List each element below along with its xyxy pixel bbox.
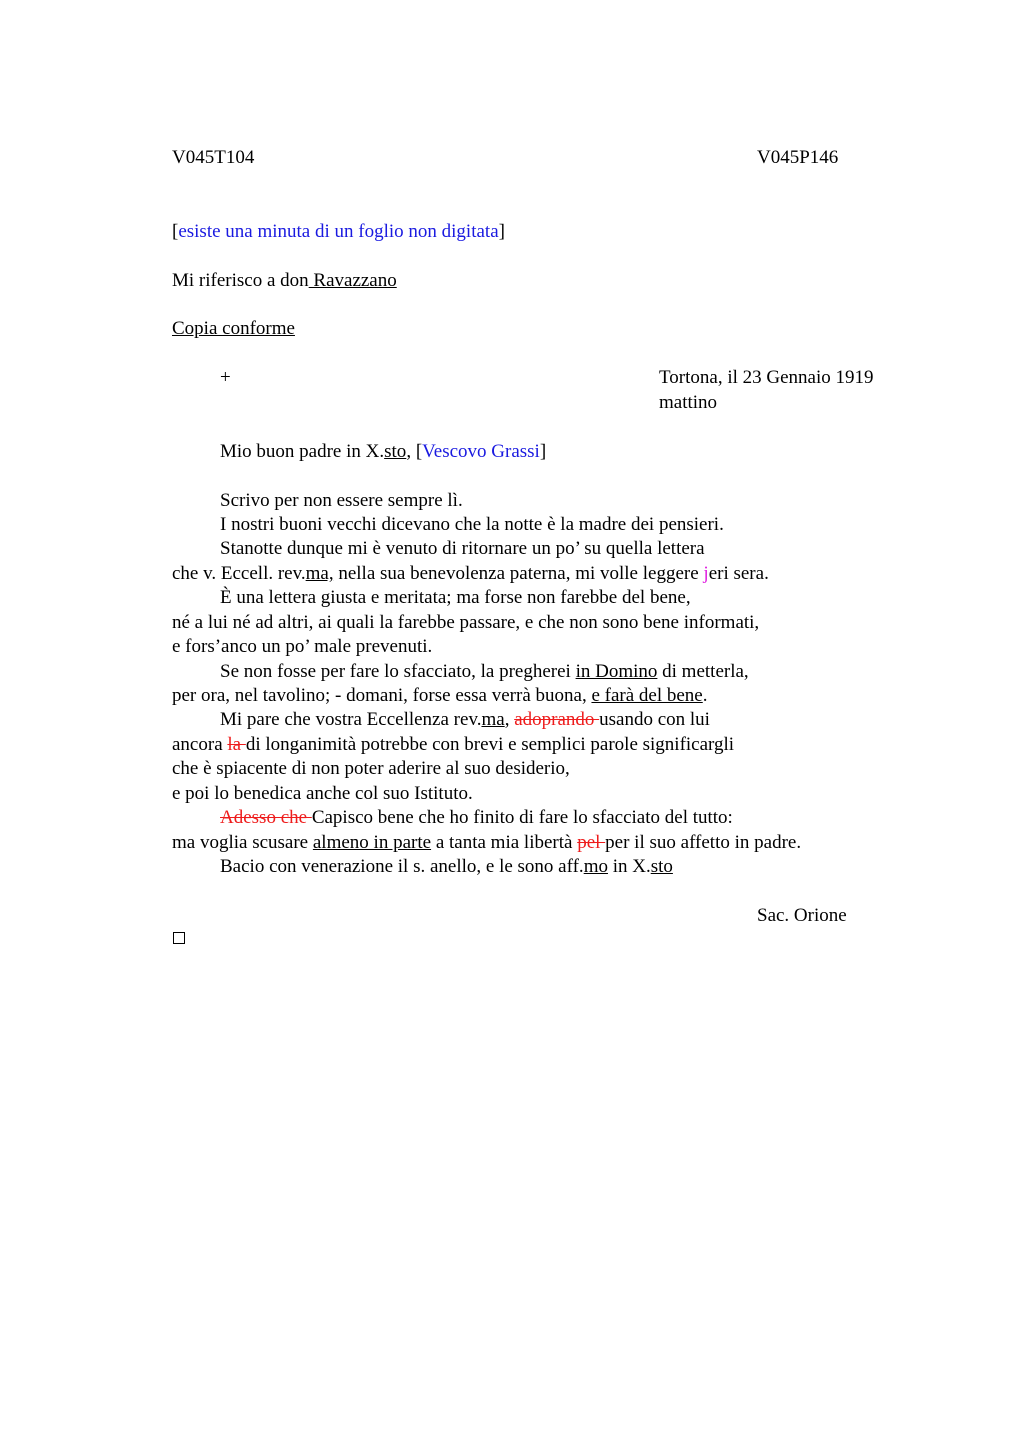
- line4-insert: j: [703, 563, 709, 584]
- body-line-11: [172, 733, 734, 757]
- line16-c: in X.: [607, 856, 651, 877]
- body-line-13: e poi lo benedica anche col suo Istituto.: [172, 783, 473, 804]
- line8-c: di metterla,: [657, 661, 749, 682]
- left-code: V045T104: [172, 147, 255, 168]
- body-line-4: [172, 562, 769, 586]
- line4-abbr: ma,: [305, 563, 334, 584]
- line16-abbr: mo: [583, 856, 608, 877]
- body-line-10: [220, 708, 710, 732]
- line10-a: Mi pare che vostra Eccellenza rev.: [220, 709, 482, 730]
- salutation-close: ]: [539, 441, 547, 462]
- line15-c: a tanta mia libertà: [431, 832, 578, 853]
- body-line-14: [220, 806, 733, 830]
- line4-c: nella sua benevolenza paterna, mi volle leggere: [333, 563, 704, 584]
- line16-a: Bacio con venerazione il s. anello, e le sono aff.: [220, 856, 584, 877]
- end-mark-square-icon: [173, 932, 185, 944]
- body-line-6: né a lui né ad altri, ai quali la farebbe passare, e che non sono bene informati,: [172, 612, 760, 633]
- salutation: [220, 440, 546, 464]
- salutation-name: Vescovo Grassi: [422, 441, 540, 462]
- line9-a: per ora, nel tavolino; - domani, forse essa verrà buona,: [172, 685, 592, 706]
- right-code: V045P146: [757, 147, 839, 168]
- body-line-3: Stanotte dunque mi è venuto di ritornare un po’ su quella lettera: [220, 538, 705, 559]
- cross-mark: +: [220, 367, 231, 388]
- line10-e: usando con lui: [599, 709, 710, 730]
- editor-note: [172, 220, 505, 244]
- line14-b: Capisco bene che ho finito di fare lo sfacciato del tutto:: [311, 807, 733, 828]
- body-line-12: che è spiacente di non poter aderire al suo desiderio,: [172, 758, 570, 779]
- note-close: ]: [498, 221, 505, 242]
- salutation-sep: , [: [406, 441, 423, 462]
- body-line-8: [220, 660, 749, 684]
- line15-underlined: almeno in parte: [312, 832, 432, 853]
- line10-abbr: ma: [481, 709, 505, 730]
- time-of-day: mattino: [659, 392, 718, 413]
- line15-a: ma voglia scusare: [172, 832, 313, 853]
- salutation-abbr: sto: [384, 441, 407, 462]
- line11-deleted: la: [227, 734, 246, 755]
- line14-deleted: Adesso che: [220, 807, 312, 828]
- reference-name: Ravazzano: [308, 270, 397, 291]
- body-line-7: e fors’anco un po’ male prevenuti.: [172, 636, 433, 657]
- line15-e: per il suo affetto in padre.: [605, 832, 802, 853]
- body-line-2: I nostri buoni vecchi dicevano che la notte è la madre dei pensieri.: [220, 514, 724, 535]
- note-open: [: [172, 221, 179, 242]
- line15-deleted: pel: [577, 832, 606, 853]
- body-line-15: [172, 831, 801, 855]
- reference-line: [172, 269, 397, 293]
- body-line-9: [172, 684, 708, 708]
- copy-label: Copia conforme: [172, 318, 295, 339]
- salutation-text: Mio buon padre in X.: [220, 441, 385, 462]
- line4-e: eri sera.: [708, 563, 769, 584]
- line10-c: ,: [504, 709, 515, 730]
- line8-a: Se non fosse per fare lo sfacciato, la pregherei: [220, 661, 576, 682]
- body-line-5: È una lettera giusta e meritata; ma forse non farebbe del bene,: [220, 587, 691, 608]
- line8-latin: in Domino: [575, 661, 658, 682]
- note-text: esiste una minuta di un foglio non digitata: [178, 221, 499, 242]
- reference-prefix: Mi riferisco a don: [172, 270, 309, 291]
- place-date: Tortona, il 23 Gennaio 1919: [659, 367, 874, 388]
- signature: Sac. Orione: [757, 905, 847, 926]
- line10-deleted: adoprando: [514, 709, 600, 730]
- line16-abbr2: sto: [650, 856, 673, 877]
- line11-c: di longanimità potrebbe con brevi e semplici parole significargli: [245, 734, 735, 755]
- body-line-1: Scrivo per non essere sempre lì.: [220, 490, 463, 511]
- line4-a: che v. Eccell. rev.: [172, 563, 306, 584]
- body-line-16: [220, 855, 673, 879]
- line11-a: ancora: [172, 734, 228, 755]
- line9-underlined: e farà del bene: [591, 685, 703, 706]
- line9-c: .: [702, 685, 708, 706]
